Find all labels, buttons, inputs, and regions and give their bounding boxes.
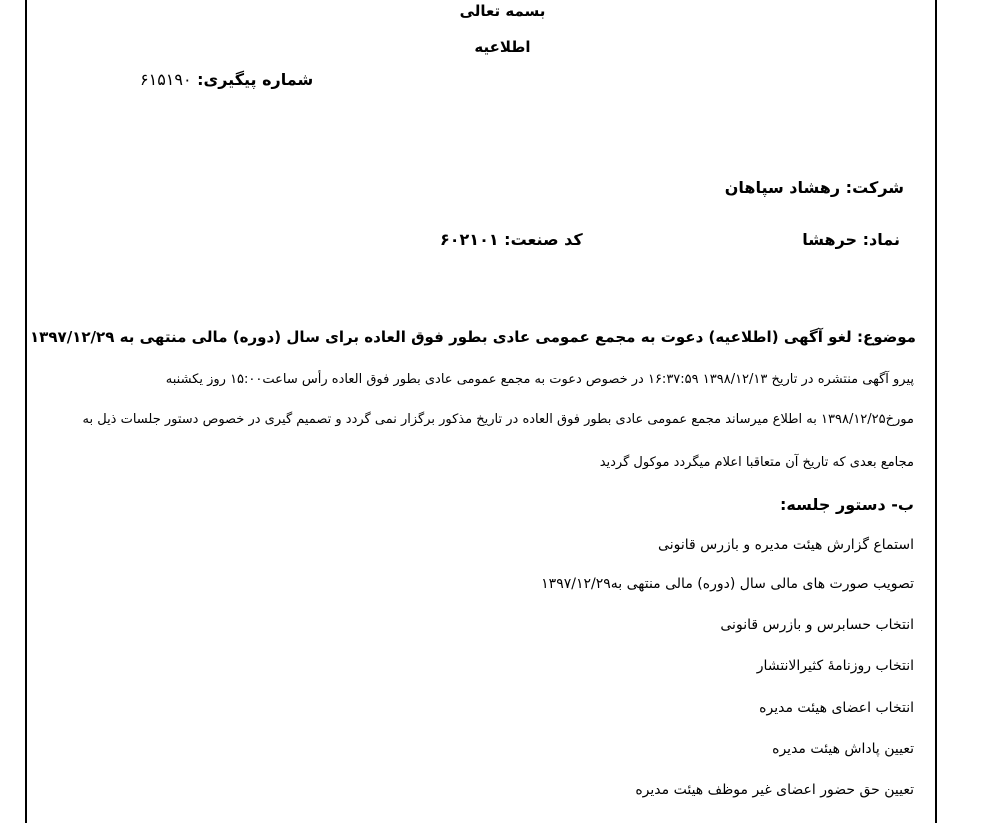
company-value: رهشاد سپاهان — [724, 178, 841, 197]
body-line-1: پیرو آگهی منتشره در تاریخ ۱۳۹۸/۱۲/۱۳ ۱۶:۳۷:۵۹ در خصوص دعوت به مجمع عمومی عادی بطور فوق العاده رأس ساعت۱۵:۰۰ روز یکشنبه — [165, 372, 914, 387]
symbol-value: حرهشا — [802, 230, 858, 249]
page-border-left — [25, 0, 27, 823]
header-title: بسمه تعالی — [459, 2, 546, 20]
agenda-item: انتخاب اعضای هیئت مدیره — [759, 700, 914, 716]
page-border-right — [935, 0, 937, 823]
header-notice: اطلاعیه — [474, 38, 531, 56]
subject-label: موضوع: — [856, 328, 916, 346]
tracking-value: ۶۱۵۱۹۰ — [140, 70, 192, 89]
body-line-3: مجامع بعدی که تاریخ آن متعاقبا اعلام میگردد موکول گردید — [599, 455, 914, 470]
agenda-item: تصویب صورت های مالی سال (دوره) مالی منتهی به۱۳۹۷/۱۲/۲۹ — [541, 576, 914, 592]
agenda-title: ب- دستور جلسه: — [779, 495, 914, 514]
subject-line — [30, 328, 916, 346]
company-line — [725, 178, 904, 197]
agenda-item: تعیین حق حضور اعضای غیر موظف هیئت مدیره — [635, 782, 914, 798]
industry-value: ۶۰۲۱۰۱ — [440, 230, 499, 249]
tracking-number — [140, 70, 320, 89]
agenda-item: انتخاب حسابرس و بازرس قانونی — [720, 617, 914, 633]
tracking-label: شماره پیگیری: — [197, 70, 314, 89]
subject-text: لغو آگهی (اطلاعیه) دعوت به مجمع عمومی عادی بطور فوق العاده برای سال (دوره) مالی منتهی به ۱۳۹۷/۱۲/۲۹ — [29, 328, 852, 346]
agenda-item: تعیین پاداش هیئت مدیره — [772, 741, 914, 757]
agenda-item: استماع گزارش هیئت مدیره و بازرس قانونی — [658, 537, 914, 553]
agenda-item: انتخاب روزنامۀ کثیرالانتشار — [756, 658, 914, 674]
symbol-line — [802, 230, 900, 249]
industry-label: کد صنعت: — [504, 230, 583, 249]
industry-code-line — [440, 230, 600, 249]
body-line-2: مورخ۱۳۹۸/۱۲/۲۵ به اطلاع میرساند مجمع عمومی عادی بطور فوق العاده در تاریخ مذکور برگزار نمی گردد و تصمیم گیری در خصوص دستور جلسات ذیل به — [82, 412, 914, 427]
symbol-label: نماد: — [862, 230, 900, 249]
company-label: شرکت: — [845, 178, 904, 197]
